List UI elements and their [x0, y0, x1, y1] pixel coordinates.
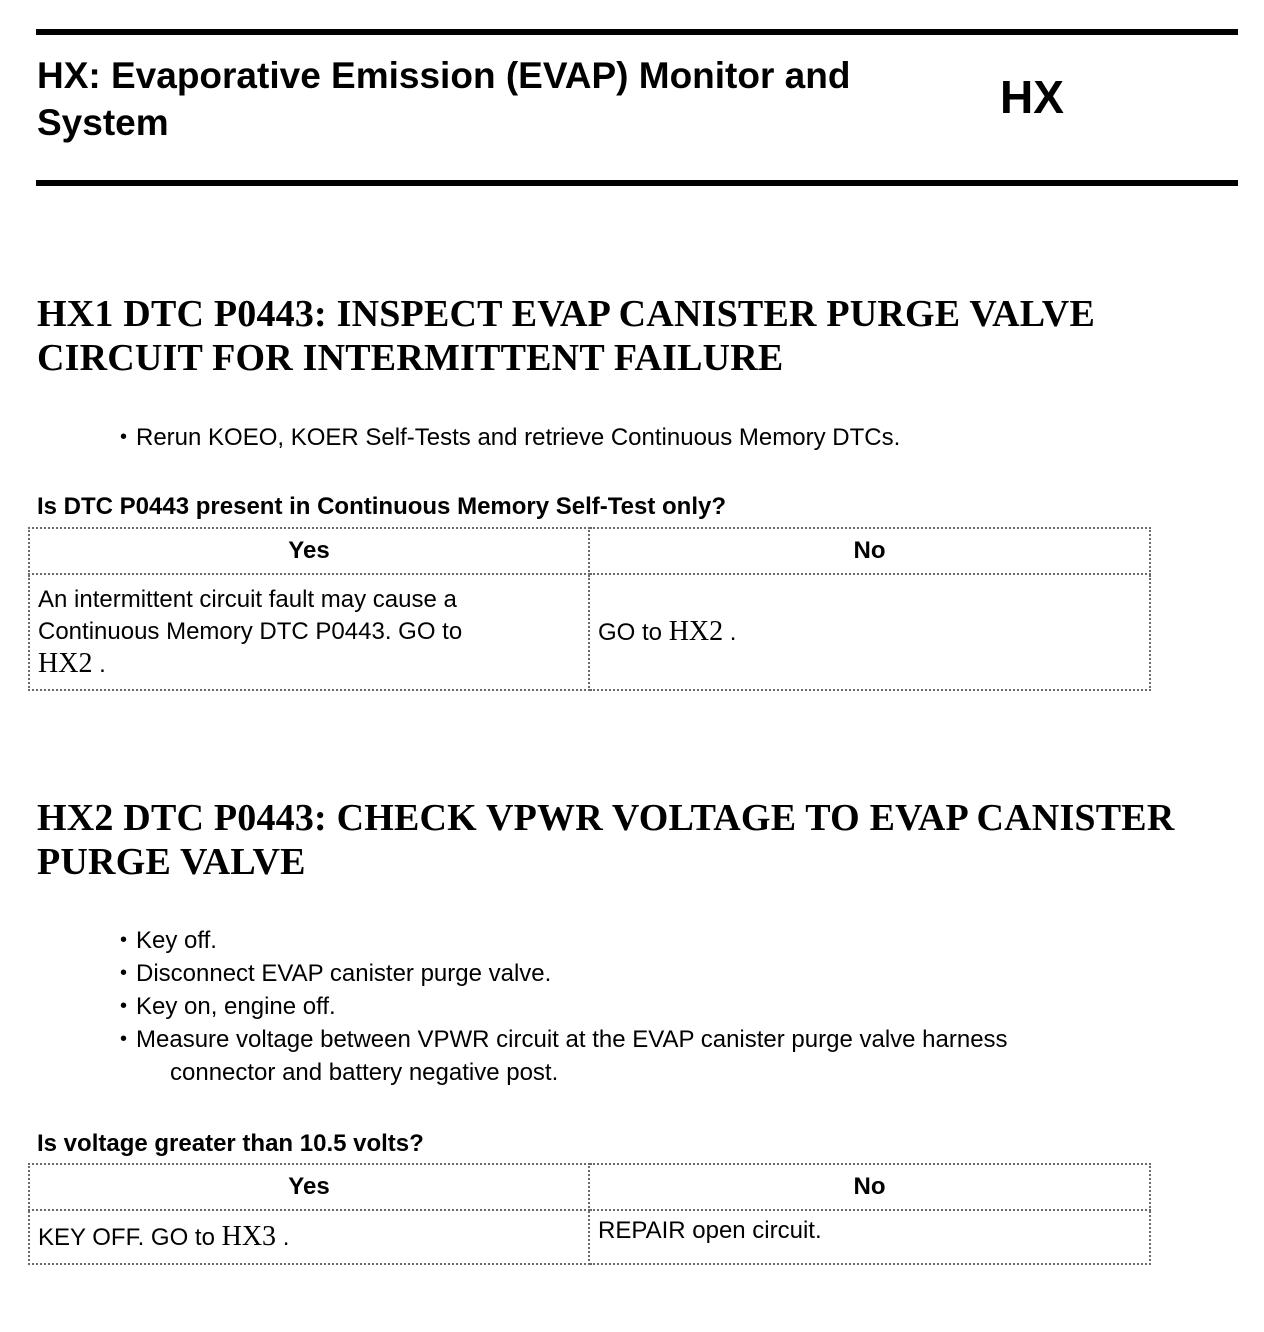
header-top-rule [36, 29, 1238, 35]
instruction-text: Disconnect EVAP canister purge valve. [136, 960, 552, 987]
step-hx2-instructions [118, 924, 1198, 1089]
bullet-icon: • [120, 1028, 128, 1050]
table-row [29, 1210, 1150, 1264]
list-item [118, 1023, 1198, 1089]
bullet-icon: • [120, 929, 128, 951]
yes-cell-text: KEY OFF. GO to [38, 1223, 222, 1251]
step-hx2-heading: HX2 DTC P0443: CHECK VPWR VOLTAGE TO EVAP CANISTER PURGE VALVE [37, 797, 1175, 883]
bullet-icon: • [120, 962, 128, 984]
document-title: HX: Evaporative Emission (EVAP) Monitor and System [37, 55, 851, 143]
step-hx2-decision-table [28, 1163, 1151, 1265]
hx3-link[interactable]: HX3 [221, 1220, 277, 1252]
step-hx1-question: Is DTC P0443 present in Continuous Memory Self-Test only? [37, 493, 727, 520]
no-column-header: No [589, 1164, 1150, 1210]
bullet-icon: • [120, 426, 128, 448]
step-hx2-question: Is voltage greater than 10.5 volts? [37, 1130, 424, 1157]
instruction-text: Rerun KOEO, KOER Self-Tests and retrieve Continuous Memory DTCs. [136, 424, 901, 451]
header-bottom-rule [36, 180, 1238, 186]
list-item [118, 421, 1198, 454]
yes-cell-text: An intermittent circuit fault may cause a Continuous Memory DTC P0443. GO to [38, 585, 463, 645]
bullet-icon: • [120, 995, 128, 1017]
instruction-text: Measure voltage between VPWR circuit at the EVAP canister purge valve harness [136, 1026, 1008, 1053]
list-item [118, 924, 1198, 957]
instruction-text-continued: connector and battery negative post. [170, 1059, 559, 1086]
list-item [118, 957, 1198, 990]
yes-column-header: Yes [29, 1164, 589, 1210]
list-item [118, 990, 1198, 1023]
table-header-row [29, 528, 1150, 574]
no-cell-suffix: . [723, 618, 737, 646]
yes-cell [29, 1210, 589, 1264]
no-cell-text: GO to [598, 618, 669, 646]
table-row [29, 574, 1150, 690]
instruction-text: Key off. [136, 927, 217, 954]
table-header-row [29, 1164, 1150, 1210]
instruction-text: Key on, engine off. [136, 993, 336, 1020]
step-hx1-instructions [118, 421, 1198, 454]
step-hx1-decision-table [28, 527, 1151, 691]
yes-cell-suffix: . [92, 650, 106, 678]
step-hx1-heading: HX1 DTC P0443: INSPECT EVAP CANISTER PURGE VALVE CIRCUIT FOR INTERMITTENT FAILURE [37, 293, 1095, 379]
yes-column-header: Yes [29, 528, 589, 574]
no-cell [589, 574, 1150, 690]
yes-cell [29, 574, 589, 690]
yes-cell-suffix: . [276, 1223, 290, 1251]
no-cell [589, 1210, 1150, 1264]
hx2-link[interactable]: HX2 [38, 647, 93, 679]
no-column-header: No [589, 528, 1150, 574]
hx2-link[interactable]: HX2 [668, 615, 724, 647]
section-code: HX [1000, 71, 1064, 123]
no-cell-text: REPAIR open circuit. [598, 1217, 822, 1244]
